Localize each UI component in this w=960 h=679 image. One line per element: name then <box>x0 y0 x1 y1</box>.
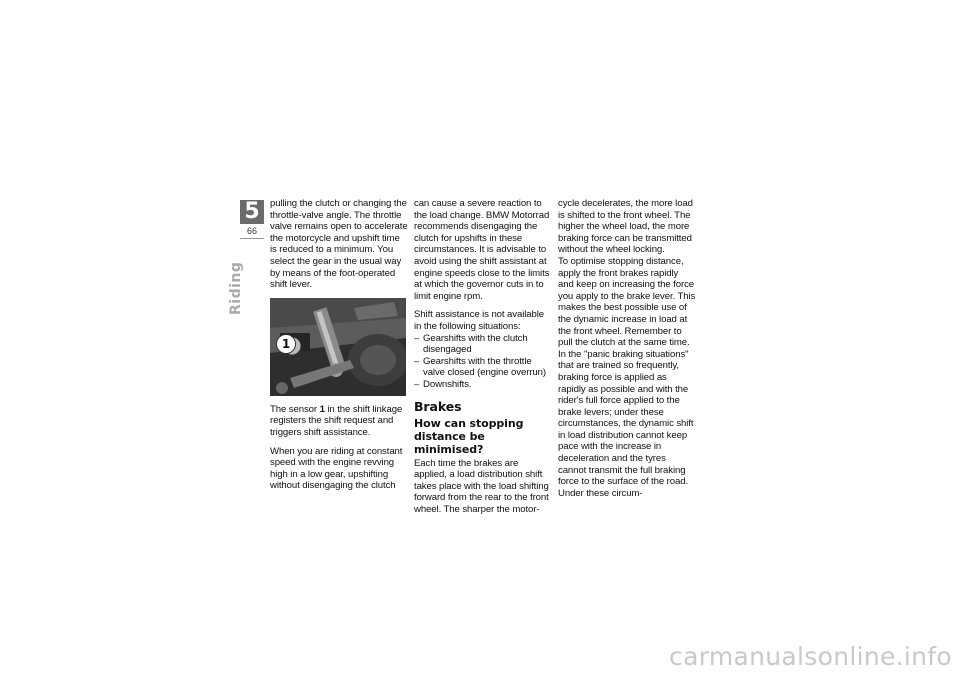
chapter-number-tab: 5 <box>240 200 264 224</box>
text-column-1 <box>270 198 408 499</box>
sensor-text-tail: in the shift linkage registers the shift request and triggers shift assistance. <box>270 403 403 438</box>
section-heading: Brakes <box>414 398 462 414</box>
subsection-heading: How can stopping distance be minimised? <box>414 416 524 456</box>
shift-sensor-photo <box>270 298 406 396</box>
exception-list <box>414 333 552 391</box>
list-item: – Gearshifts with the clutch disengaged <box>414 333 552 356</box>
section-label: Riding <box>228 261 244 315</box>
paragraph: To optimise stopping distance, apply the front brakes rapidly and keep on increasing the force you apply to the brake lever. This makes the best possible use of the dynamic increase in load at the front wheel. Remember to pull the clutch at the same time. In the "panic braking situations" that are trained so frequently, braking force is applied as rapidly as possible and with the rider's full force applied to the brake levers; under these circumstances, the dynamic shift in load distribution cannot keep pace with the increase in deceleration and the tyres cannot transmit the full braking force to the surface of the road. Under these circum- <box>558 255 696 499</box>
sensor-text-lead: The sensor <box>270 403 320 415</box>
paragraph: pulling the clutch or changing the throttle-valve angle. The throttle valve remains open to accelerate the motorcycle and upshift time is reduced to a minimum. You select the gear in the usual way by means of the foot-operated shift lever. <box>270 198 408 291</box>
paragraph: When you are riding at constant speed with the engine revving high in a low gear, upshifting without disengaging the clutch <box>270 445 403 492</box>
paragraph: can cause a severe reaction to the load change. BMW Motorrad recommends disengaging the clutch for upshifts in these circumstances. It is advisable to avoid using the shift assistant at engine speeds close to the limits at which the governor cuts in to limit engine rpm. <box>414 198 550 302</box>
sensor-reference: 1 <box>319 403 325 415</box>
text-column-3 <box>558 198 696 506</box>
text-column-2 <box>414 198 552 522</box>
list-item: – Gearshifts with the throttle valve closed (engine overrun) <box>414 356 552 379</box>
list-item: – Downshifts. <box>414 379 552 391</box>
watermark: carmanualsonline.info <box>669 642 952 671</box>
paragraph: cycle decelerates, the more load is shifted to the front wheel. The higher the wheel load, the more braking force can be transmitted without the wheel locking. <box>558 198 693 256</box>
page-number: 66 <box>240 226 264 239</box>
photo-callout-badge: 1 <box>276 334 296 354</box>
paragraph <box>270 404 408 439</box>
paragraph: Shift assistance is not available in the following situations: <box>414 309 545 332</box>
paragraph: Each time the brakes are applied, a load distribution shift takes place with the load shifting forward from the rear to the front wheel. The sharper the motor- <box>414 457 549 515</box>
